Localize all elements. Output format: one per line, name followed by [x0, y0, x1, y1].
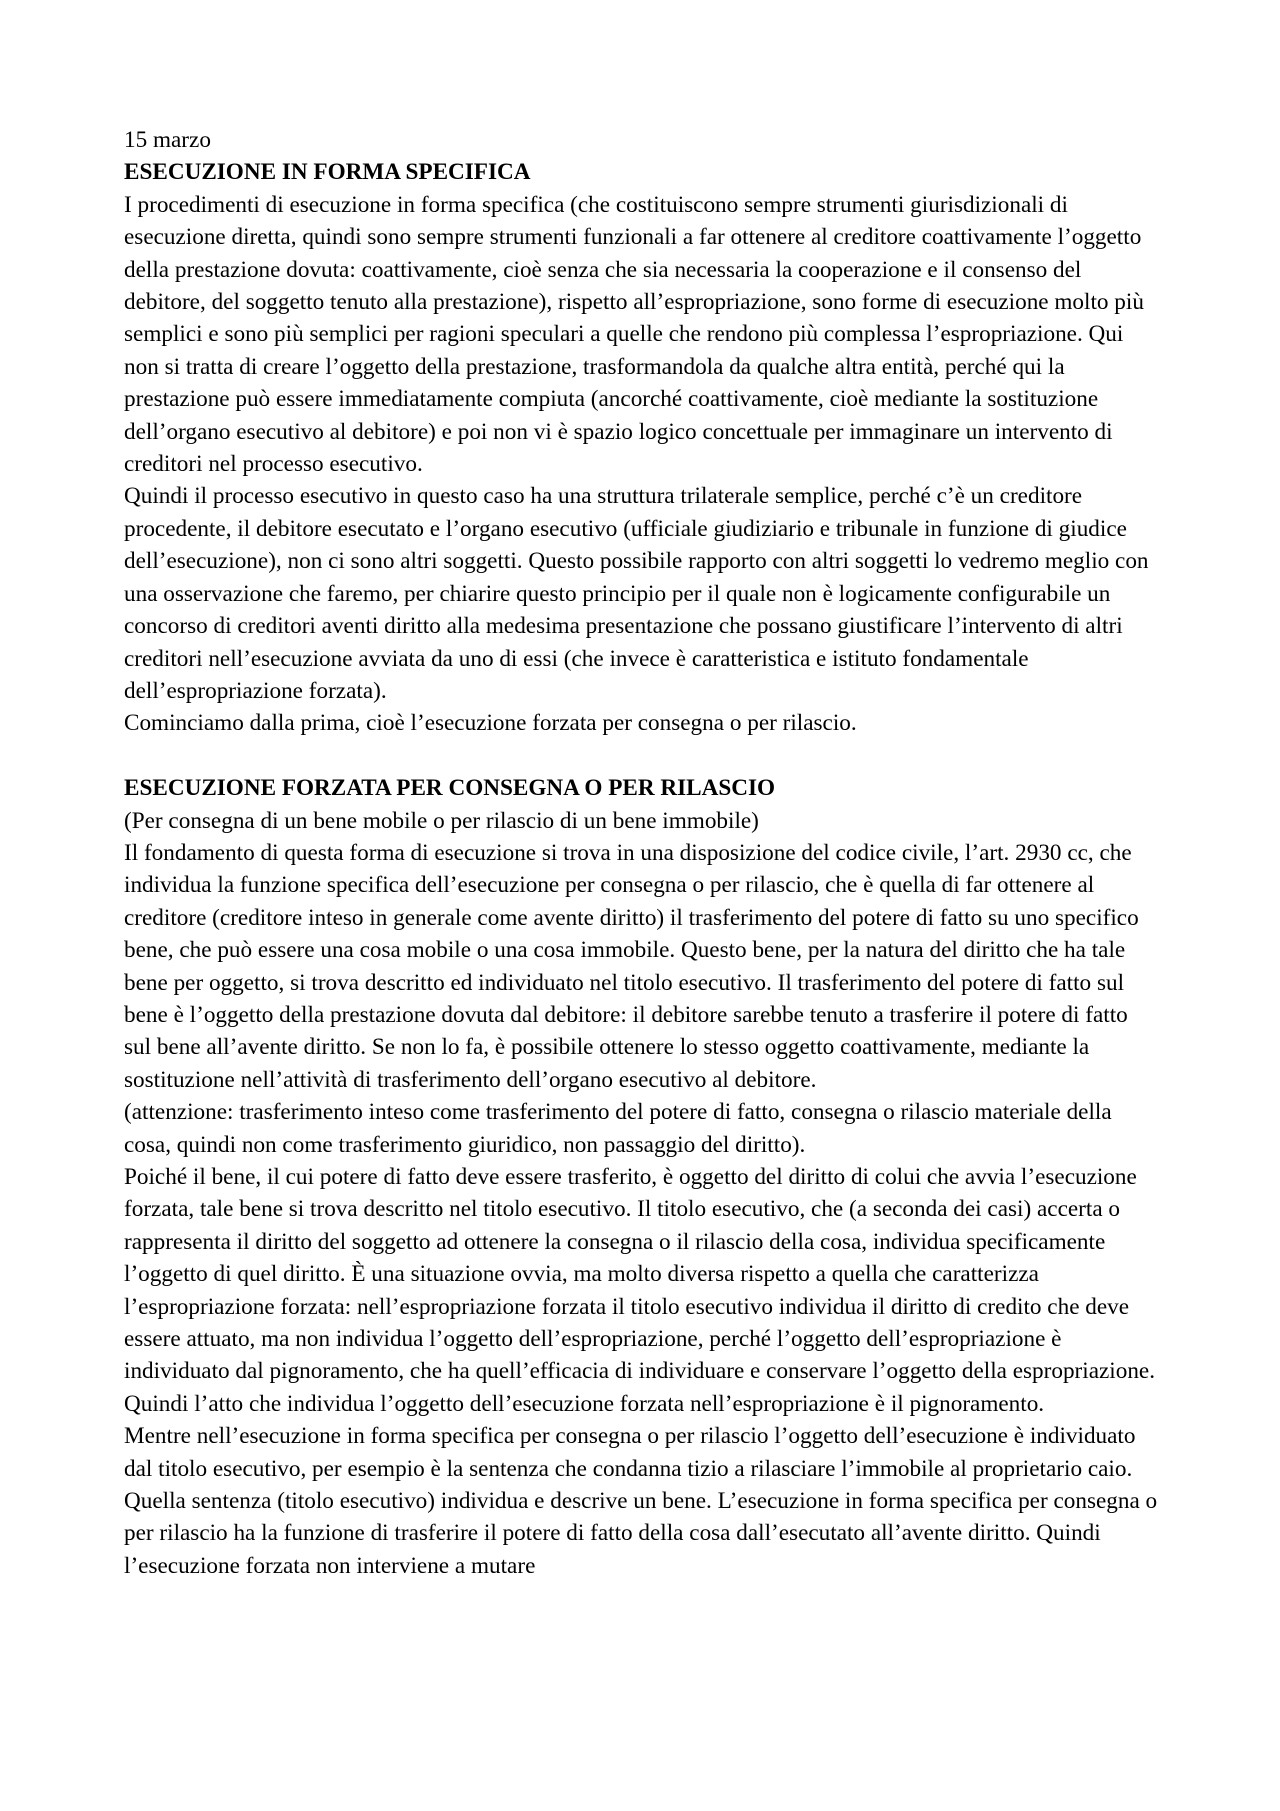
- paragraph: (attenzione: trasferimento inteso come trasferimento del potere di fatto, consegna o rilascio materiale della cosa, quindi non come trasferimento giuridico, non passaggio del diritto).: [124, 1099, 1112, 1158]
- paragraph: Quindi il processo esecutivo in questo caso ha una struttura trilaterale semplice, perché c’è un creditore procedente, il debitore esecutato e l’organo esecutivo (ufficiale giudiziario e tribunale in funzione di giudice dell’esecuzione), non ci sono altri soggetti. Questo possibile rapporto con altri soggetti lo vedremo meglio con una osservazione che faremo, per chiarire questo principio per il quale non è logicamente configurabile un concorso di creditori aventi diritto alla medesima presentazione che possano giustificare l’intervento di altri creditori nell’esecuzione avviata da uno di essi (che invece è caratteristica e istituto fondamentale dell’espropriazione forzata).: [124, 483, 1149, 704]
- paragraph-spacer: [124, 740, 1158, 772]
- section-heading-esecuzione-forma-specifica: ESECUZIONE IN FORMA SPECIFICA: [124, 159, 531, 186]
- paragraph: I procedimenti di esecuzione in forma specifica (che costituiscono sempre strumenti giurisdizionali di esecuzione diretta, quindi sono sempre strumenti funzionali a far ottenere al creditore coattivamente l’oggetto della prestazione dovuta: coattivamente, cioè senza che sia necessaria la cooperazione e il consenso del debitore, del soggetto tenuto alla prestazione), rispetto all’espropriazione, sono forme di esecuzione molto più semplici e sono più semplici per ragioni speculari a quelle che rendono più complessa l’espropriazione. Qui non si tratta di creare l’oggetto della prestazione, trasformandola da qualche altra entità, perché qui la prestazione può essere immediatamente compiuta (ancorché coattivamente, cioè mediante la sostituzione dell’organo esecutivo al debitore) e poi non vi è spazio logico concettuale per immaginare un intervento di creditori nel processo esecutivo.: [124, 191, 1144, 478]
- document-page: [124, 124, 1158, 1582]
- paragraph: Cominciamo dalla prima, cioè l’esecuzione forzata per consegna o per rilascio.: [124, 710, 857, 737]
- document-date: 15 marzo: [124, 127, 211, 153]
- section-heading-consegna-rilascio: ESECUZIONE FORZATA PER CONSEGNA O PER RILASCIO: [124, 775, 776, 802]
- paragraph: Il fondamento di questa forma di esecuzione si trova in una disposizione del codice civile, l’art. 2930 cc, che individua la funzione specifica dell’esecuzione per consegna o per rilascio, che è quella di far ottenere al creditore (creditore inteso in generale come avente diritto) il trasferimento del potere di fatto su uno specifico bene, che può essere una cosa mobile o una cosa immobile. Questo bene, per la natura del diritto che ha tale bene per oggetto, si trova descritto ed individuato nel titolo esecutivo. Il trasferimento del potere di fatto sul bene è l’oggetto della prestazione dovuta dal debitore: il debitore sarebbe tenuto a trasferire il potere di fatto sul bene all’avente diritto. Se non lo fa, è possibile ottenere lo stesso oggetto coattivamente, mediante la sostituzione nell’attività di trasferimento dell’organo esecutivo al debitore.: [124, 839, 1139, 1093]
- paragraph: Poiché il bene, il cui potere di fatto deve essere trasferito, è oggetto del diritto di colui che avvia l’esecuzione forzata, tale bene si trova descritto nel titolo esecutivo. Il titolo esecutivo, che (a seconda dei casi) accerta o rappresenta il diritto del soggetto ad ottenere la consegna o il rilascio della cosa, individua specificamente l’oggetto di quel diritto. È una situazione ovvia, ma molto diversa rispetto a quella che caratterizza l’espropriazione forzata: nell’espropriazione forzata il titolo esecutivo individua il diritto di credito che deve essere attuato, ma non individua l’oggetto dell’espropriazione, perché l’oggetto dell’espropriazione è individuato dal pignoramento, che ha quell’efficacia di individuare e conservare l’oggetto della espropriazione. Quindi l’atto che individua l’oggetto dell’esecuzione forzata nell’espropriazione è il pignoramento.: [124, 1163, 1156, 1417]
- paragraph: (Per consegna di un bene mobile o per rilascio di un bene immobile): [124, 807, 759, 834]
- paragraph: Mentre nell’esecuzione in forma specifica per consegna o per rilascio l’oggetto dell’esecuzione è individuato dal titolo esecutivo, per esempio è la sentenza che condanna tizio a rilasciare l’immobile al proprietario caio. Quella sentenza (titolo esecutivo) individua e descrive un bene. L’esecuzione in forma specifica per consegna o per rilascio ha la funzione di trasferire il potere di fatto della cosa dall’esecutato all’avente diritto. Quindi l’esecuzione forzata non interviene a mutare: [124, 1423, 1158, 1579]
